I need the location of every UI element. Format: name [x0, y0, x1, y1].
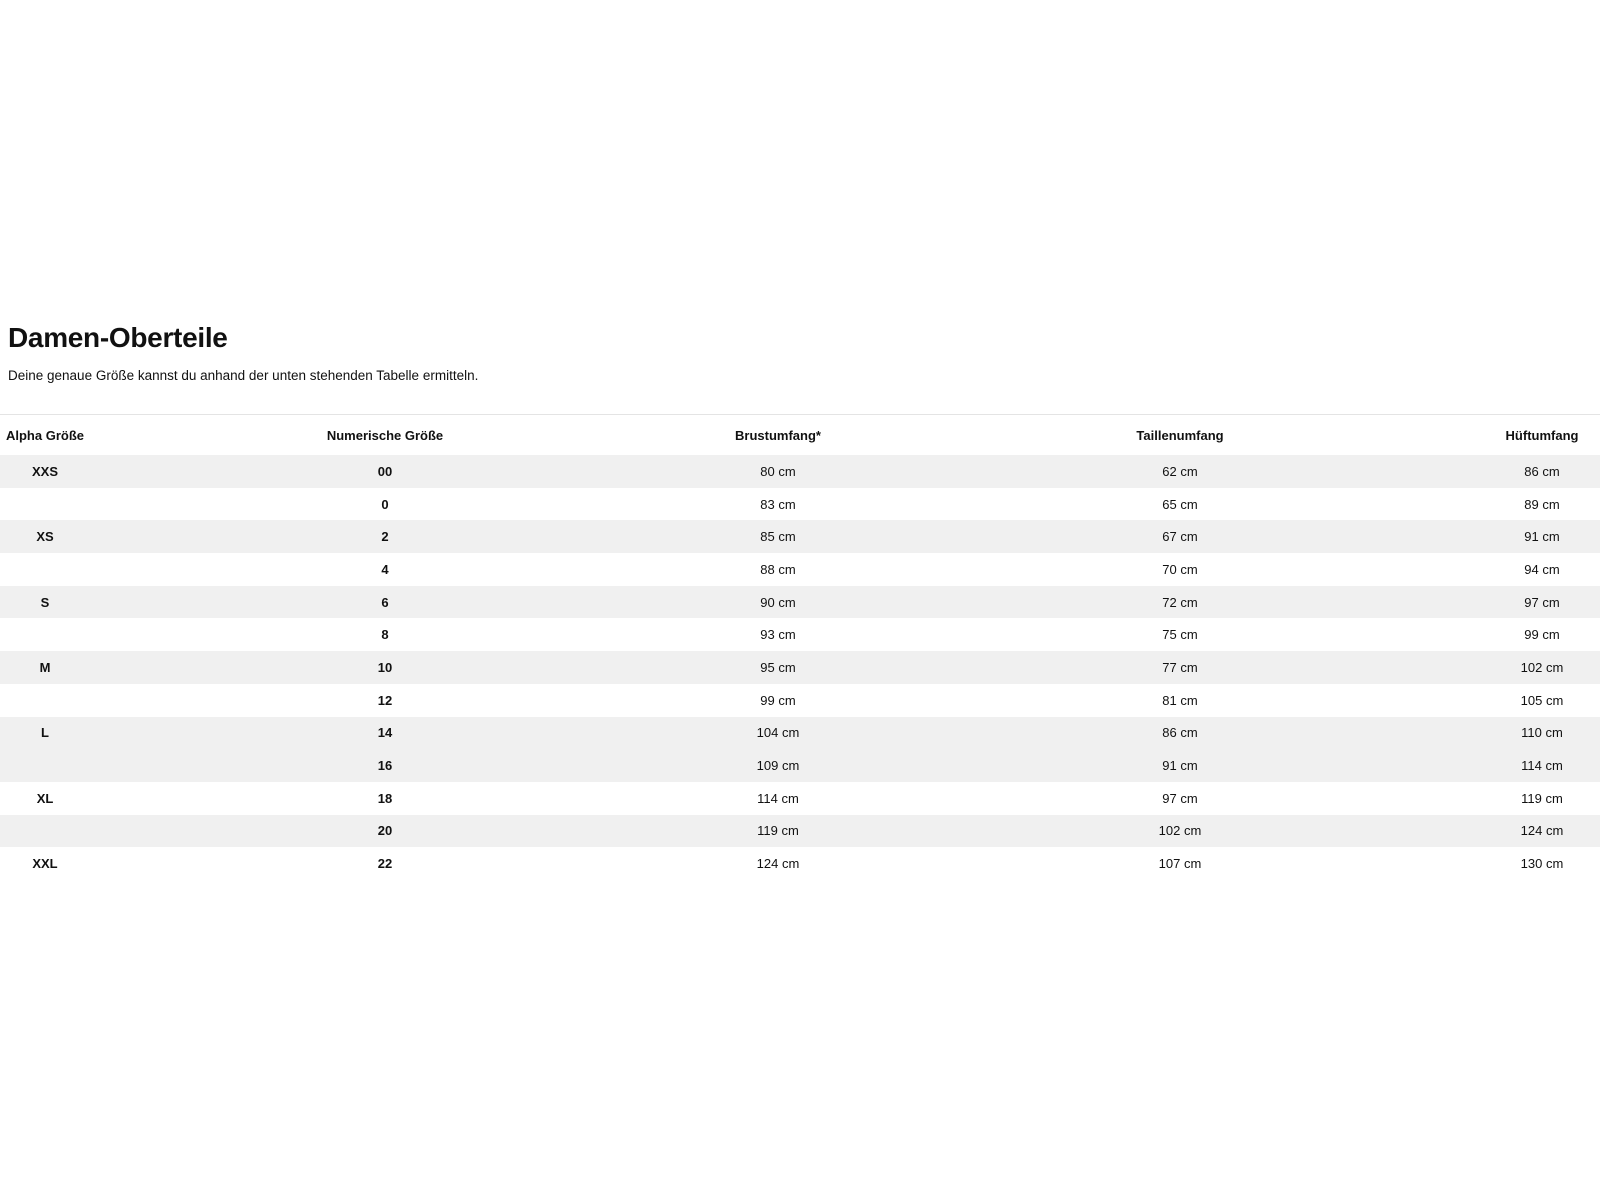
- bust-measurement-cell: 99 cm: [760, 692, 796, 708]
- size-table-body: [0, 455, 1600, 880]
- numeric-size-cell: 8: [381, 627, 389, 643]
- column-header-waist: Taillenumfang: [1136, 427, 1224, 443]
- alpha-size-cell: [0, 815, 90, 848]
- numeric-size-cell: 4: [381, 561, 389, 577]
- hip-measurement-cell: 110 cm: [1484, 717, 1600, 750]
- bust-measurement-cell: 83 cm: [760, 496, 796, 512]
- hip-measurement-cell: 94 cm: [1524, 561, 1560, 577]
- alpha-size-cell: [0, 684, 90, 717]
- bust-measurement-cell: 104 cm: [680, 717, 876, 750]
- numeric-size-cell: 20: [90, 815, 680, 848]
- table-row: [0, 553, 1600, 586]
- hip-measurement-cell: 102 cm: [1484, 651, 1600, 684]
- numeric-size-cell: 16: [90, 749, 680, 782]
- waist-measurement-cell: 62 cm: [876, 455, 1484, 488]
- alpha-size-cell: S: [0, 586, 90, 619]
- bust-measurement-cell: 88 cm: [760, 561, 796, 577]
- numeric-size-cell: 12: [377, 692, 393, 708]
- bust-measurement-cell: 114 cm: [757, 790, 799, 806]
- alpha-size-cell: XXS: [0, 455, 90, 488]
- table-row: [0, 586, 1600, 619]
- bust-measurement-cell: 95 cm: [680, 651, 876, 684]
- column-header-bust: Brustumfang*: [735, 427, 821, 443]
- intro-section: [0, 320, 1600, 386]
- table-row: [0, 618, 1600, 651]
- hip-measurement-cell: 114 cm: [1484, 749, 1600, 782]
- numeric-size-cell: 0: [381, 496, 389, 512]
- alpha-size-cell: [0, 553, 90, 586]
- hip-measurement-cell: 124 cm: [1484, 815, 1600, 848]
- page-title: Damen-Oberteile: [8, 322, 228, 353]
- waist-measurement-cell: 77 cm: [876, 651, 1484, 684]
- bust-measurement-cell: 80 cm: [680, 455, 876, 488]
- numeric-size-cell: 6: [90, 586, 680, 619]
- bust-measurement-cell: 90 cm: [680, 586, 876, 619]
- size-table-header: [0, 415, 1600, 456]
- bust-measurement-cell: 119 cm: [680, 815, 876, 848]
- table-row: [0, 782, 1600, 815]
- table-row: [0, 455, 1600, 488]
- bust-measurement-cell: 109 cm: [680, 749, 876, 782]
- hip-measurement-cell: 86 cm: [1484, 455, 1600, 488]
- waist-measurement-cell: 91 cm: [876, 749, 1484, 782]
- alpha-size-cell: XS: [0, 520, 90, 553]
- numeric-size-cell: 14: [90, 717, 680, 750]
- waist-measurement-cell: 72 cm: [876, 586, 1484, 619]
- waist-measurement-cell: 86 cm: [876, 717, 1484, 750]
- alpha-size-cell: [0, 488, 90, 521]
- table-row: [0, 684, 1600, 717]
- numeric-size-cell: 00: [90, 455, 680, 488]
- hip-measurement-cell: 99 cm: [1524, 627, 1560, 643]
- waist-measurement-cell: 67 cm: [876, 520, 1484, 553]
- waist-measurement-cell: 65 cm: [1162, 496, 1198, 512]
- hip-measurement-cell: 130 cm: [1520, 856, 1564, 872]
- column-header-hip: Hüftumfang: [1505, 427, 1579, 443]
- numeric-size-cell: 18: [377, 790, 393, 806]
- table-row: [0, 488, 1600, 521]
- alpha-size-cell: M: [0, 651, 90, 684]
- hip-measurement-cell: 89 cm: [1524, 496, 1560, 512]
- alpha-size-cell: [0, 618, 90, 651]
- page-subtitle: Deine genaue Größe kannst du anhand der unten stehenden Tabelle ermitteln.: [8, 368, 479, 383]
- numeric-size-cell: 2: [90, 520, 680, 553]
- numeric-size-cell: 22: [377, 856, 393, 872]
- table-row: [0, 847, 1600, 880]
- hip-measurement-cell: 105 cm: [1520, 692, 1564, 708]
- alpha-size-cell: XL: [36, 790, 54, 806]
- hip-measurement-cell: 91 cm: [1484, 520, 1600, 553]
- hip-measurement-cell: 97 cm: [1484, 586, 1600, 619]
- bust-measurement-cell: 124 cm: [756, 856, 800, 872]
- waist-measurement-cell: 107 cm: [1158, 856, 1202, 872]
- waist-measurement-cell: 102 cm: [876, 815, 1484, 848]
- hip-measurement-cell: 119 cm: [1521, 790, 1563, 806]
- alpha-size-cell: XXL: [32, 856, 58, 872]
- bust-measurement-cell: 85 cm: [680, 520, 876, 553]
- waist-measurement-cell: 81 cm: [1162, 692, 1198, 708]
- waist-measurement-cell: 97 cm: [1162, 790, 1198, 806]
- header-row: [0, 415, 1600, 456]
- size-table: [0, 414, 1600, 880]
- size-guide-page: [0, 320, 1600, 1200]
- table-row: [0, 717, 1600, 750]
- table-row: [0, 815, 1600, 848]
- numeric-size-cell: 10: [90, 651, 680, 684]
- table-row: [0, 749, 1600, 782]
- alpha-size-cell: L: [0, 717, 90, 750]
- bust-measurement-cell: 93 cm: [760, 627, 796, 643]
- alpha-size-cell: [0, 749, 90, 782]
- waist-measurement-cell: 70 cm: [1162, 561, 1198, 577]
- table-row: [0, 520, 1600, 553]
- waist-measurement-cell: 75 cm: [1162, 627, 1198, 643]
- column-header-numeric-size: Numerische Größe: [326, 427, 444, 443]
- table-row: [0, 651, 1600, 684]
- column-header-alpha-size: Alpha Größe: [5, 427, 84, 443]
